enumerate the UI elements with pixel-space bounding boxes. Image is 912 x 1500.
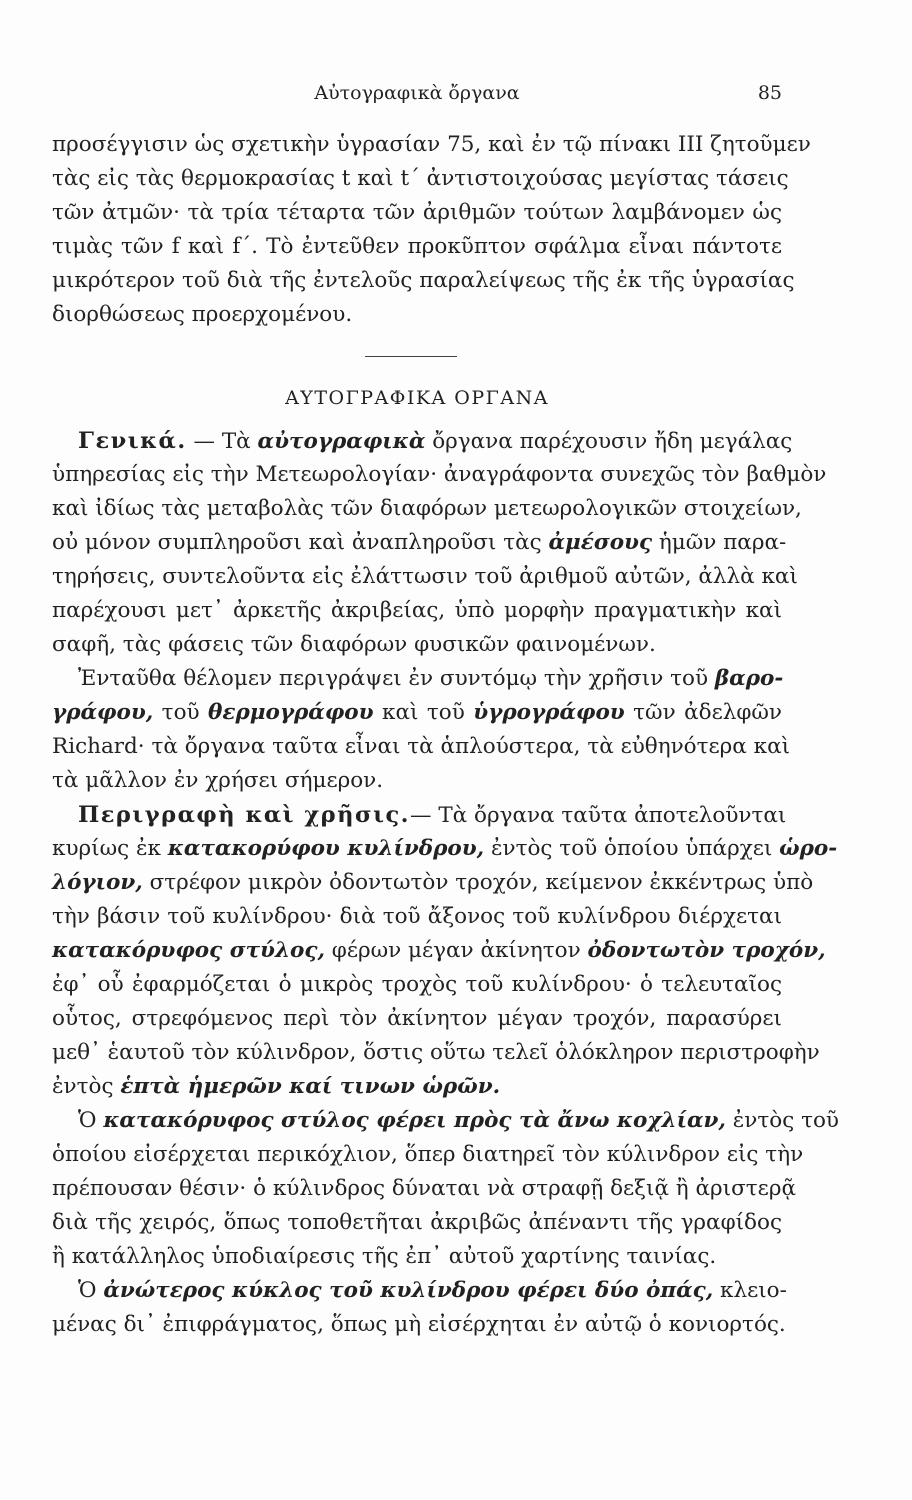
body-text — [52, 128, 839, 1342]
text-run: κυρίως ἐκ — [52, 836, 168, 861]
text-run: ἐντὸς τοῦ — [725, 1108, 839, 1133]
text-run: ἐντὸς τοῦ ὁποίου ὑπάρχει — [484, 836, 780, 861]
emphasis: βαρο- — [714, 666, 784, 691]
page-number: 85 — [757, 82, 782, 104]
text-run: καὶ τοῦ — [373, 700, 474, 725]
emphasis: ὑγρογράφου — [473, 700, 625, 725]
paragraph-lead: Περιγραφὴ καὶ χρῆσις. — [78, 802, 410, 828]
text-line: προσέγγισιν ὡς σχετικὴν ὑγρασίαν 75, καὶ ἐν τῷ πίνακι ΙΙΙ ζητοῦμεν — [52, 132, 811, 157]
page-header — [52, 82, 782, 112]
text-line: διὰ τῆς χειρός, ὅπως τοποθετῆται ἀκριβῶς ἀπέναντι τῆς γραφίδος — [52, 1210, 782, 1235]
running-head: Αὐτογραφικὰ ὄργανα — [314, 82, 520, 104]
text-line — [52, 832, 838, 866]
text-line: διορθώσεως προερχομένου. — [52, 302, 353, 327]
text-run: Ὁ — [78, 1278, 104, 1303]
text-run: οὐ μόνον συμπληροῦσι καὶ ἀναπληροῦσι τὰς — [52, 530, 549, 555]
text-line: τιμὰς τῶν f καὶ f΄. Τὸ ἐντεῦθεν προκῦπτον σφάλμα εἶναι πάντοτε — [52, 234, 782, 259]
text-line: σαφῆ, τὰς φάσεις τῶν διαφόρων φυσικῶν φαινομένων. — [52, 632, 656, 657]
text-line: τὴν βάσιν τοῦ κυλίνδρου· διὰ τοῦ ἄξονος τοῦ κυλίνδρου διέρχεται — [52, 904, 782, 929]
text-line: ἢ κατάλληλος ὑποδιαίρεσις τῆς ἐπ᾽ αὐτοῦ χαρτίνης ταινίας. — [52, 1244, 717, 1269]
paragraph-column — [52, 1104, 839, 1274]
text-line — [52, 1274, 787, 1308]
text-run: Ὁ — [78, 1108, 104, 1133]
text-line: Richard· τὰ ὄργανα ταῦτα εἶναι τὰ ἁπλούστερα, τὰ εὐθηνότερα καὶ — [52, 734, 791, 759]
text-line: μικρότερον τοῦ διὰ τῆς ἐντελοῦς παραλείψεως τῆς ἐκ τῆς ὑγρασίας — [52, 268, 795, 293]
text-run: — Τὰ ὄργανα ταῦτα ἀποτελοῦνται — [410, 803, 787, 828]
text-line: τὰ μᾶλλον ἐν χρήσει σήμερον. — [52, 768, 384, 793]
intro-paragraph — [52, 128, 811, 332]
text-run: φέρων μέγαν ἀκίνητον — [324, 938, 588, 963]
text-line: τὰς εἰς τὰς θερμοκρασίας t καὶ t΄ ἀντιστοιχούσας μεγίστας τάσεις — [52, 166, 789, 191]
text-run: Ἐνταῦθα θέλομεν περιγράψει ἐν συντόμῳ τὴν χρῆσιν τοῦ — [78, 666, 715, 691]
paragraph-upper-circle — [52, 1274, 787, 1342]
text-line: ὑπηρεσίας εἰς τὴν Μετεωρολογίαν· ἀναγράφοντα συνεχῶς τὸν βαθμὸν — [52, 462, 827, 487]
emphasis: γράφου, — [52, 700, 154, 725]
emphasis: κατακορύφου κυλίνδρου, — [167, 836, 485, 861]
emphasis: ἀνώτερος κύκλος τοῦ κυλίνδρου φέρει δύο ὀπάς, — [103, 1278, 714, 1303]
text-line — [52, 1104, 839, 1138]
text-line: παρέχουσι μετ᾽ ἀρκετῆς ἀκριβείας, ὑπὸ μορφὴν πραγματικὴν καὶ — [52, 598, 782, 623]
text-line — [52, 934, 826, 968]
text-line: μένας δι᾽ ἐπιφράγματος, ὅπως μὴ εἰσέρχηται ἐν αὐτῷ ὁ κονιορτός. — [52, 1312, 786, 1337]
text-run: ἡμῶν παρα- — [652, 530, 787, 555]
emphasis: κατακόρυφος στύλος φέρει πρὸς τὰ ἄνω κοχλίαν, — [103, 1108, 726, 1133]
text-run: κλειο- — [713, 1278, 787, 1303]
text-line — [52, 424, 793, 458]
emphasis: ὡρο- — [779, 836, 838, 861]
text-line — [52, 1070, 782, 1104]
text-line: καὶ ἰδίως τὰς μεταβολὰς τῶν διαφόρων μετεωρολογικῶν στοιχείων, — [52, 496, 802, 521]
emphasis: αὐτογραφικὰ — [257, 429, 426, 454]
emphasis: ὀδοντωτὸν τροχόν, — [587, 938, 826, 963]
text-run: — Τὰ — [186, 429, 258, 454]
text-line: ἐφ᾽ οὗ ἐφαρμόζεται ὁ μικρὸς τροχὸς τοῦ κυλίνδρου· ὁ τελευταῖος — [52, 972, 782, 997]
text-line: τηρήσεις, συντελοῦντα εἰς ἐλάττωσιν τοῦ ἀριθμοῦ αὐτῶν, ἀλλὰ καὶ — [52, 564, 798, 589]
emphasis: λόγιον, — [52, 870, 143, 895]
text-line: οὗτος, στρεφόμενος περὶ τὸν ἀκίνητον μέγαν τροχόν, παρασύρει — [52, 1006, 782, 1031]
text-run: τῶν ἀδελφῶν — [624, 700, 782, 725]
text-run: τοῦ — [153, 700, 209, 725]
emphasis: ἑπτὰ ἡμερῶν καί τινων ὡρῶν. — [120, 1074, 501, 1099]
emphasis: κατακόρυφος στύλος, — [52, 938, 325, 963]
paragraph-lead: Γενικά. — [78, 428, 187, 454]
text-line — [52, 662, 782, 696]
text-line — [52, 526, 787, 560]
text-line: ὁποίου εἰσέρχεται περικόχλιον, ὅπερ διατηρεῖ τὸν κύλινδρον εἰς τὴν — [52, 1142, 804, 1167]
emphasis: ἀμέσους — [548, 530, 653, 555]
section-divider — [52, 332, 782, 378]
text-run: ὄργανα παρέχουσιν ἤδη μεγάλας — [425, 429, 793, 454]
paragraph-richard — [52, 662, 791, 798]
text-line — [52, 798, 787, 832]
divider-rule — [365, 356, 457, 357]
paragraph-description — [52, 798, 838, 1104]
text-line: τῶν ἀτμῶν· τὰ τρία τέταρτα τῶν ἀριθμῶν τούτων λαμβάνομεν ὡς — [52, 200, 782, 225]
paragraph-genika — [52, 424, 827, 662]
text-line — [52, 866, 814, 900]
section-title: ΑΥΤΟΓΡΑΦΙΚΑ ΟΡΓΑΝΑ — [285, 387, 549, 409]
text-line: πρέπουσαν θέσιν· ὁ κύλινδρος δύναται νὰ στραφῇ δεξιᾷ ἢ ἀριστερᾷ — [52, 1176, 796, 1201]
text-line — [52, 696, 782, 730]
emphasis: θερμογράφου — [208, 700, 374, 725]
text-line: μεθ᾽ ἑαυτοῦ τὸν κύλινδρον, ὅστις οὕτω τελεῖ ὁλόκληρον περιστροφὴν — [52, 1040, 820, 1065]
text-run: στρέφον μικρὸν ὀδοντωτὸν τροχόν, κείμενον ἐκκέντρως ὑπὸ — [142, 870, 814, 895]
text-run: ἐντὸς — [52, 1074, 121, 1099]
